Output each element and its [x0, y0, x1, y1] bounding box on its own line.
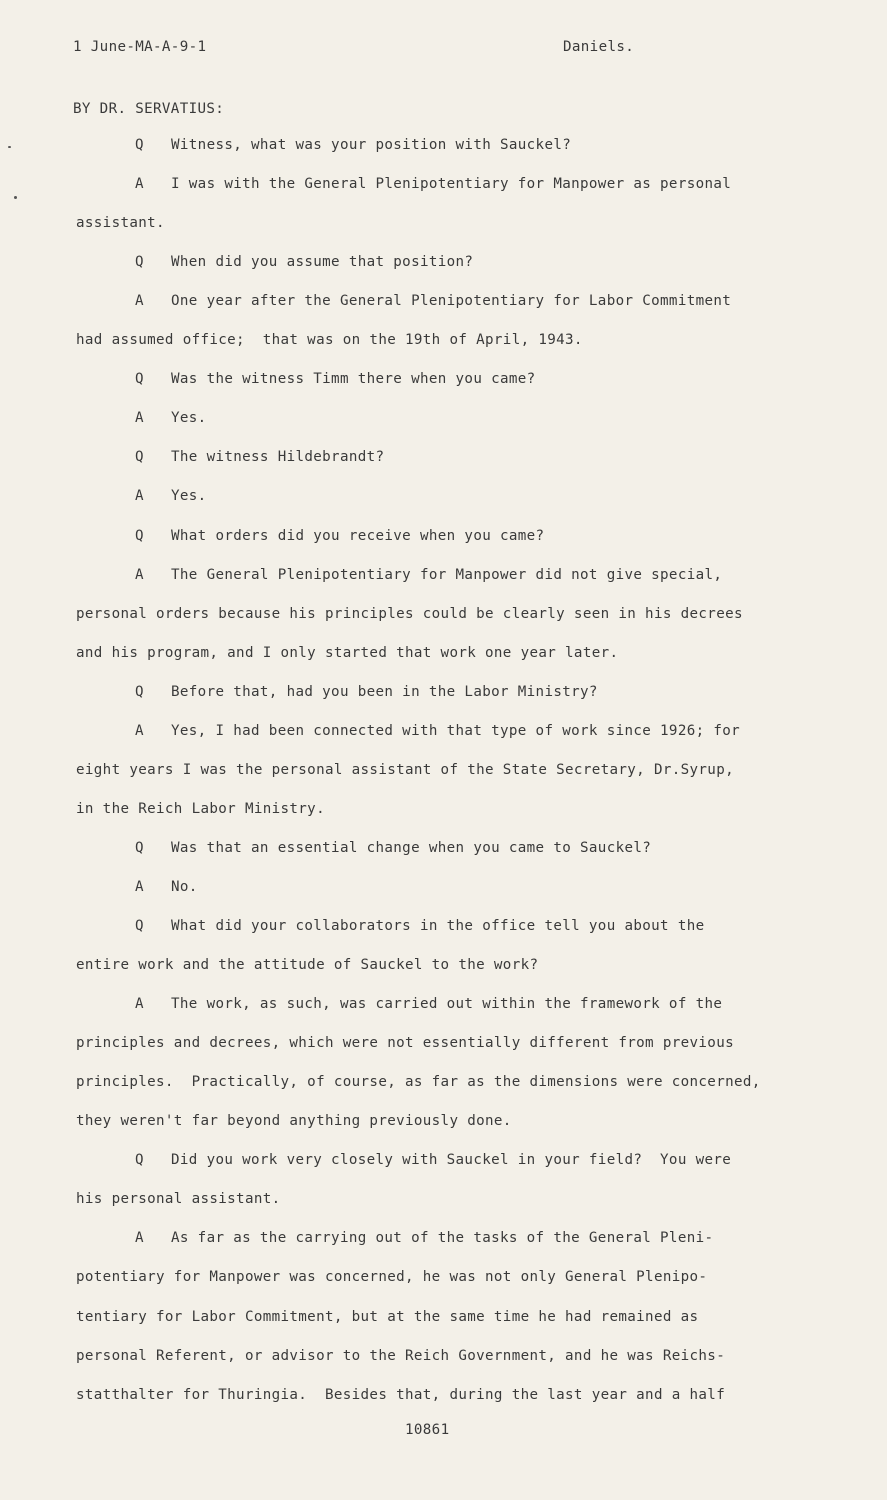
answer-text-line: One year after the General Plenipotentiary for Labor Commitment — [171, 293, 732, 309]
answer-text-line: The work, as such, was carried out within the framework of the — [171, 996, 723, 1012]
question-text-line: The witness Hildebrandt? — [171, 449, 385, 465]
scan-speck — [8, 146, 11, 148]
header-witness-name: Daniels. — [563, 39, 635, 55]
answer-text-line: The General Plenipotentiary for Manpower did not give special, — [171, 567, 723, 583]
examiner-heading: BY DR. SERVATIUS: — [73, 101, 225, 117]
question-marker: Q — [135, 371, 144, 387]
scan-speck — [14, 196, 17, 199]
answer-text-line: assistant. — [76, 215, 165, 231]
answer-text-line: personal Referent, or advisor to the Reich Government, and he was Reichs- — [76, 1348, 726, 1364]
answer-text-line: and his program, and I only started that work one year later. — [76, 645, 619, 661]
question-marker: Q — [135, 528, 144, 544]
answer-marker: A — [135, 410, 144, 426]
answer-text-line: in the Reich Labor Ministry. — [76, 801, 325, 817]
answer-text-line: had assumed office; that was on the 19th of April, 1943. — [76, 332, 583, 348]
answer-text-line: Yes. — [171, 488, 207, 504]
question-text-line: Was the witness Timm there when you came? — [171, 371, 536, 387]
answer-text-line: eight years I was the personal assistant of the State Secretary, Dr.Syrup, — [76, 762, 734, 778]
question-text-line: When did you assume that position? — [171, 254, 474, 270]
answer-marker: A — [135, 1230, 144, 1246]
answer-text-line: I was with the General Plenipotentiary for Manpower as personal — [171, 176, 732, 192]
answer-text-line: principles. Practically, of course, as far as the dimensions were concerned, — [76, 1074, 761, 1090]
question-text-line: Before that, had you been in the Labor Ministry? — [171, 684, 598, 700]
answer-text-line: Yes, I had been connected with that type of work since 1926; for — [171, 723, 741, 739]
question-text-line: What orders did you receive when you came? — [171, 528, 545, 544]
answer-marker: A — [135, 488, 144, 504]
question-marker: Q — [135, 684, 144, 700]
question-text-line: his personal assistant. — [76, 1191, 281, 1207]
answer-text-line: As far as the carrying out of the tasks of the General Pleni- — [171, 1230, 714, 1246]
answer-text-line: tentiary for Labor Commitment, but at the same time he had remained as — [76, 1309, 699, 1325]
question-text-line: Was that an essential change when you came to Sauckel? — [171, 840, 652, 856]
question-marker: Q — [135, 137, 144, 153]
answer-text-line: they weren't far beyond anything previously done. — [76, 1113, 512, 1129]
answer-text-line: No. — [171, 879, 198, 895]
question-marker: Q — [135, 1152, 144, 1168]
question-marker: Q — [135, 254, 144, 270]
question-marker: Q — [135, 449, 144, 465]
header-reference: 1 June-MA-A-9-1 — [73, 39, 207, 55]
question-text-line: entire work and the attitude of Sauckel to the work? — [76, 957, 539, 973]
answer-marker: A — [135, 567, 144, 583]
question-text-line: Did you work very closely with Sauckel in your field? You were — [171, 1152, 732, 1168]
answer-marker: A — [135, 996, 144, 1012]
answer-marker: A — [135, 293, 144, 309]
question-text-line: What did your collaborators in the office tell you about the — [171, 918, 705, 934]
answer-marker: A — [135, 879, 144, 895]
answer-text-line: principles and decrees, which were not essentially different from previous — [76, 1035, 734, 1051]
answer-text-line: statthalter for Thuringia. Besides that, during the last year and a half — [76, 1387, 726, 1403]
answer-text-line: personal orders because his principles could be clearly seen in his decrees — [76, 606, 743, 622]
question-text-line: Witness, what was your position with Sauckel? — [171, 137, 572, 153]
answer-text-line: Yes. — [171, 410, 207, 426]
page-number: 10861 — [405, 1422, 450, 1438]
answer-marker: A — [135, 723, 144, 739]
question-marker: Q — [135, 840, 144, 856]
answer-text-line: potentiary for Manpower was concerned, he was not only General Plenipo- — [76, 1269, 708, 1285]
answer-marker: A — [135, 176, 144, 192]
question-marker: Q — [135, 918, 144, 934]
